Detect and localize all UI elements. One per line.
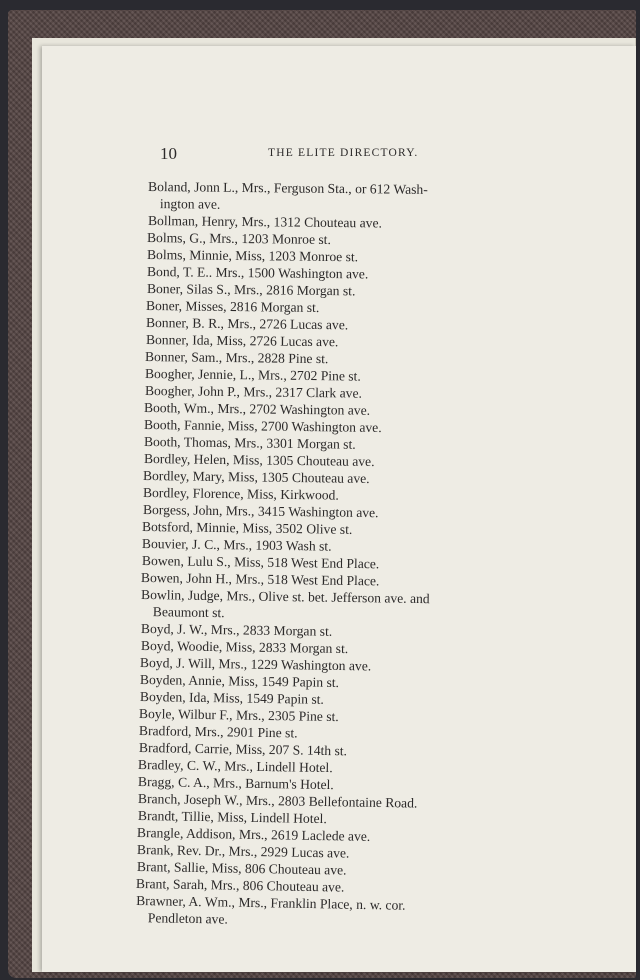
entry-text: Boner, Silas S., Mrs., 2816 Morgan st. [146,281,355,299]
entry-text: Bollman, Henry, Mrs., 1312 Chouteau ave. [147,213,382,231]
entry-text: Brandt, Tillie, Miss, Lindell Hotel. [137,808,327,827]
entry-continuation: Pendleton ave. [147,910,228,927]
entry-text: Brank, Rev. Dr., Mrs., 2929 Lucas ave. [136,842,350,861]
entry-text: Bradford, Carrie, Miss, 207 S. 14th st. [138,740,347,759]
entry-text: Bonner, Sam., Mrs., 2828 Pine st. [145,349,329,367]
entry-text: Boyden, Ida, Miss, 1549 Papin st. [139,689,324,707]
entry-text: Brangle, Addison, Mrs., 2619 Laclede ave. [137,825,371,844]
entry-text: Boyd, Woodie, Miss, 2833 Morgan st. [140,638,348,657]
entry-text: Boyd, J. Will, Mrs., 1229 Washington ave. [140,655,372,674]
entry-text: Bradley, C. W., Mrs., Lindell Hotel. [138,757,334,776]
entry-text: Boogher, John P., Mrs., 2317 Clark ave. [144,383,362,401]
entry-text: Bradford, Mrs., 2901 Pine st. [138,723,298,741]
entry-text: Bolms, Minnie, Miss, 1203 Monroe st. [147,247,359,265]
entry-text: Bowlin, Judge, Mrs., Olive st. bet. Jefferson ave. and [141,587,430,607]
running-title: THE ELITE DIRECTORY. [268,147,419,159]
entry-continuation: ington ave. [159,196,221,212]
entry-text: Bordley, Helen, Miss, 1305 Chouteau ave. [143,451,375,470]
entry-text: Brant, Sallie, Miss, 806 Chouteau ave. [136,859,347,878]
entry-text: Bordley, Florence, Miss, Kirkwood. [142,485,339,503]
directory-entry [148,178,568,216]
page-content [136,144,568,927]
entry-text: Booth, Wm., Mrs., 2702 Washington ave. [144,400,371,418]
entry-text: Bouvier, J. C., Mrs., 1903 Wash st. [141,536,332,554]
entry-text: Boyd, J. W., Mrs., 2833 Morgan st. [140,621,333,639]
entry-text: Brawner, A. Wm., Mrs., Franklin Place, n. w. cor. [136,893,406,913]
entry-text: Botsford, Minnie, Miss, 3502 Olive st. [142,519,353,537]
entry-continuation: Beaumont st. [152,604,225,621]
entry-text: Booth, Thomas, Mrs., 3301 Morgan st. [143,434,356,452]
entry-text: Booth, Fannie, Miss, 2700 Washington ave. [144,417,382,436]
page-header [148,144,568,168]
entry-text: Boyden, Annie, Miss, 1549 Papin st. [139,672,340,691]
entry-text: Bolms, G., Mrs., 1203 Monroe st. [147,230,332,247]
entry-text: Bonner, B. R., Mrs., 2726 Lucas ave. [145,315,349,333]
directory-page [42,46,636,972]
entry-text: Bordley, Mary, Miss, 1305 Chouteau ave. [143,468,370,487]
entry-text: Branch, Joseph W., Mrs., 2803 Bellefontaine Road. [137,791,418,811]
entry-text: Bowen, Lulu S., Miss, 518 West End Place. [141,553,380,572]
entry-text: Bragg, C. A., Mrs., Barnum's Hotel. [137,774,334,793]
directory-entries [136,178,568,927]
entry-text: Boner, Misses, 2816 Morgan st. [146,298,320,315]
entry-text: Boyle, Wilbur F., Mrs., 2305 Pine st. [139,706,340,725]
directory-entry [136,892,569,934]
entry-text: Bond, T. E.. Mrs., 1500 Washington ave. [146,264,369,282]
entry-text: Bowen, John H., Mrs., 518 West End Place. [141,570,380,589]
entry-text: Boland, Jonn L., Mrs., Ferguson Sta., or 612 Wash- [148,179,428,197]
entry-text: Boogher, Jennie, L., Mrs., 2702 Pine st. [144,366,361,384]
entry-text: Brant, Sarah, Mrs., 806 Chouteau ave. [136,876,345,895]
entry-text: Bonner, Ida, Miss, 2726 Lucas ave. [145,332,339,350]
entry-text: Borgess, John, Mrs., 3415 Washington ave. [142,502,379,521]
page-number: 10 [160,144,177,163]
